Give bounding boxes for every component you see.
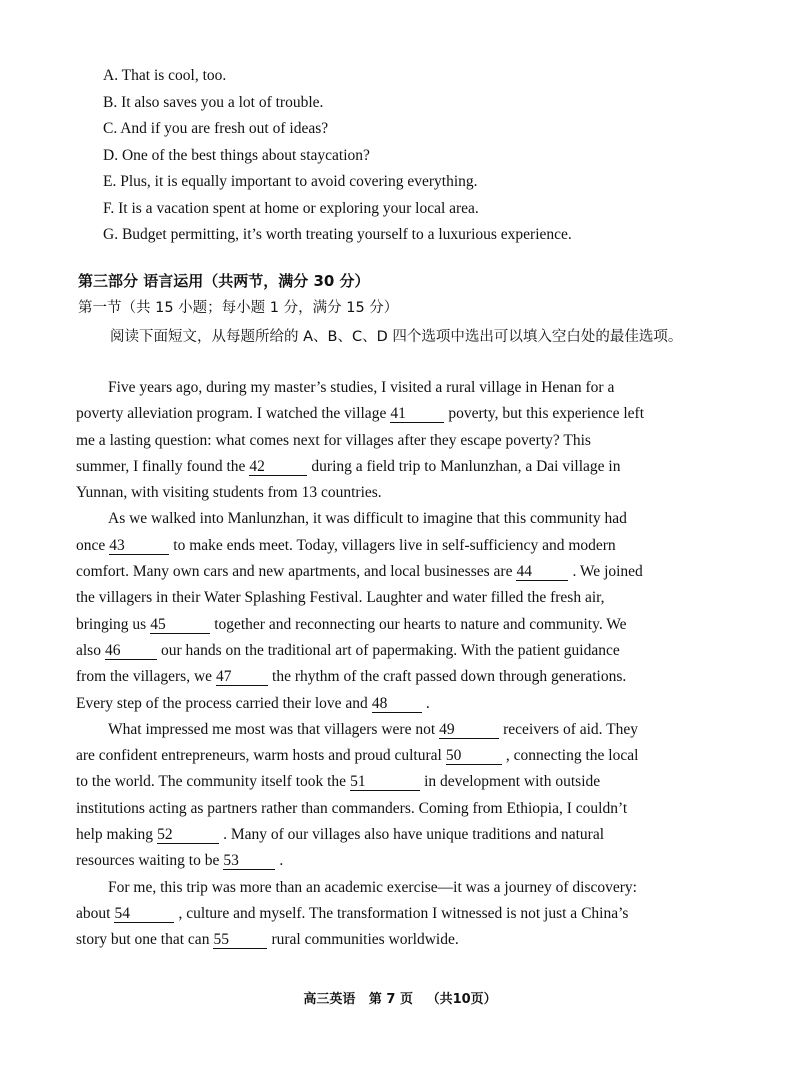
text-fragment: the rhythm of the craft passed down through generations. <box>272 668 627 686</box>
passage-line: the villagers in their Water Splashing Festival. Laughter and water filled the fresh air, <box>76 589 605 607</box>
blank-46: 46 <box>105 642 157 660</box>
text-fragment: bringing us <box>76 615 147 633</box>
passage-paragraph-3 <box>76 717 712 875</box>
text-fragment: to make ends meet. Today, villagers live in self-sufficiency and modern <box>173 536 616 554</box>
passage-line: me a lasting question: what comes next for villages after they escape poverty? This <box>76 431 591 449</box>
text-fragment: once <box>76 536 106 554</box>
blank-55: 55 <box>213 931 267 949</box>
blank-49: 49 <box>439 721 499 739</box>
passage-line <box>76 769 712 795</box>
blank-51: 51 <box>350 773 420 791</box>
passage-line <box>76 743 712 769</box>
blank-54: 54 <box>114 905 174 923</box>
text-fragment: from the villagers, we <box>76 668 213 686</box>
passage-line <box>76 664 712 690</box>
page-footer: 高三英语 第 7 页 （共10页） <box>303 992 497 1007</box>
passage-line <box>76 927 712 953</box>
text-fragment: help making <box>76 826 154 844</box>
option-g: G. Budget permitting, it’s worth treating yourself to a luxurious experience. <box>103 226 572 243</box>
text-fragment: , connecting the local <box>505 747 639 765</box>
option-f: F. It is a vacation spent at home or exploring your local area. <box>103 199 479 217</box>
text-fragment: poverty, but this experience left <box>448 405 645 423</box>
text-fragment: rural communities worldwide. <box>271 931 459 949</box>
text-fragment: . Many of our villages also have unique traditions and natural <box>223 826 605 844</box>
text-fragment: What impressed me most was that villagers were not <box>108 720 436 738</box>
text-fragment: . <box>279 852 284 870</box>
passage-line <box>76 612 712 638</box>
text-fragment: receivers of aid. They <box>503 720 638 738</box>
passage-line: Yunnan, with visiting students from 13 countries. <box>76 484 382 502</box>
blank-41: 41 <box>390 405 444 423</box>
option-c: C. And if you are fresh out of ideas? <box>103 120 329 137</box>
passage-line <box>76 638 712 664</box>
text-fragment: to the world. The community itself took the <box>76 773 347 791</box>
blank-42: 42 <box>249 458 307 476</box>
blank-47: 47 <box>216 668 268 686</box>
passage-line: Five years ago, during my master’s studies, I visited a rural village in Henan for a <box>108 379 615 396</box>
passage-paragraph-4 <box>76 875 712 954</box>
passage-paragraph-1 <box>76 375 712 506</box>
text-fragment: . <box>425 694 430 712</box>
blank-44: 44 <box>516 563 568 581</box>
passage-line: institutions acting as partners rather than commanders. Coming from Ethiopia, I couldn’t <box>76 799 628 817</box>
passage-line <box>76 717 712 743</box>
text-fragment: comfort. Many own cars and new apartments, and local businesses are <box>76 563 513 581</box>
option-d: D. One of the best things about staycation? <box>103 146 370 164</box>
passage-line <box>76 454 712 480</box>
text-fragment: together and reconnecting our hearts to nature and community. We <box>214 615 627 633</box>
option-e: E. Plus, it is equally important to avoid covering everything. <box>103 173 478 190</box>
blank-43: 43 <box>109 537 169 555</box>
text-fragment: Every step of the process carried their love and <box>76 694 368 712</box>
section-title: 第三部分 语言运用（共两节，满分 30 分） <box>78 272 370 290</box>
text-fragment: during a field trip to Manlunzhan, a Dai village in <box>311 457 621 475</box>
subsection-title: 第一节（共 15 小题；每小题 1 分，满分 15 分） <box>78 300 399 316</box>
text-fragment: . We joined <box>572 563 643 581</box>
option-a: A. That is cool, too. <box>103 67 227 84</box>
passage-line: As we walked into Manlunzhan, it was difficult to imagine that this community had <box>108 510 627 528</box>
text-fragment: , culture and myself. The transformation I witnessed is not just a China’s <box>178 904 629 922</box>
passage-line <box>76 848 712 874</box>
text-fragment: also <box>76 641 101 659</box>
text-fragment: summer, I finally found the <box>76 457 246 475</box>
blank-52: 52 <box>157 826 219 844</box>
text-fragment: story but one that can <box>76 931 210 949</box>
text-fragment: are confident entrepreneurs, warm hosts and proud cultural <box>76 747 442 765</box>
blank-50: 50 <box>446 747 502 765</box>
text-fragment: about <box>76 904 111 922</box>
cloze-passage <box>76 375 712 954</box>
text-fragment: in development with outside <box>424 773 601 791</box>
instruction-text: 阅读下面短文，从每题所给的 A、B、C、D 四个选项中选出可以填入空白处的最佳选项。 <box>110 329 683 345</box>
blank-48: 48 <box>372 695 422 713</box>
passage-line <box>76 901 712 927</box>
answer-options-list <box>103 63 743 249</box>
passage-line <box>76 533 712 559</box>
blank-53: 53 <box>223 852 275 870</box>
option-b: B. It also saves you a lot of trouble. <box>103 93 324 111</box>
text-fragment: our hands on the traditional art of papermaking. With the patient guidance <box>160 641 620 659</box>
passage-line <box>76 559 712 585</box>
blank-45: 45 <box>150 616 210 634</box>
passage-line <box>76 401 712 427</box>
passage-line <box>76 822 712 848</box>
text-fragment: resources waiting to be <box>76 852 220 870</box>
passage-line <box>76 691 712 717</box>
passage-line: For me, this trip was more than an academic exercise—it was a journey of discovery: <box>108 878 637 896</box>
text-fragment: poverty alleviation program. I watched the village <box>76 405 387 423</box>
passage-paragraph-2 <box>76 506 712 716</box>
